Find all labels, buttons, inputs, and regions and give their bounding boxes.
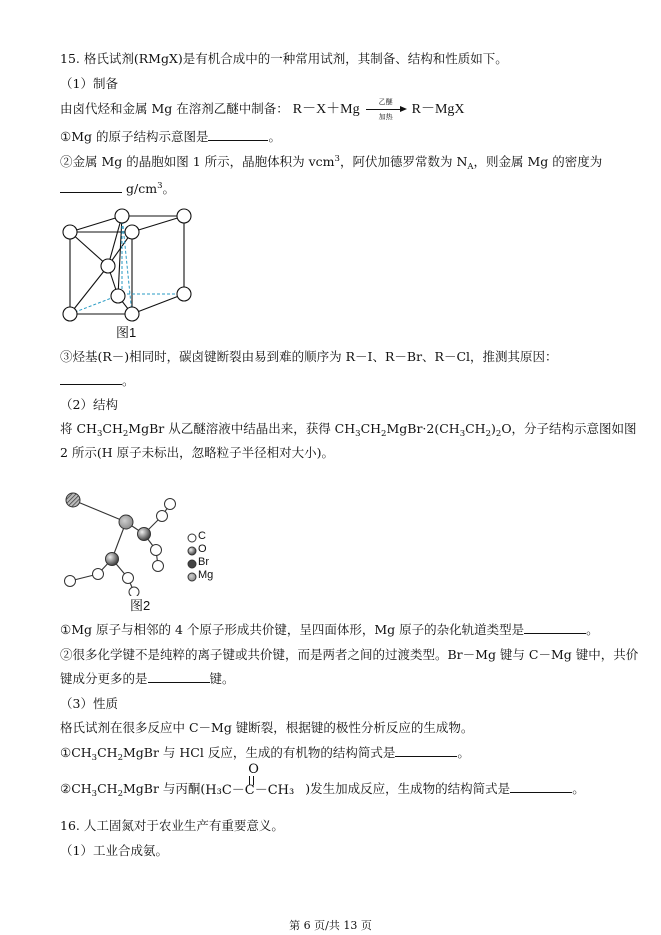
- q2-text-a: ②金属 Mg 的晶胞如图 1 所示，晶胞体积为 vcm: [60, 154, 335, 169]
- q2-line: [60, 153, 602, 171]
- struct-text: ): [491, 421, 496, 436]
- legend-mg: Mg: [198, 569, 214, 581]
- arrow-top-label: 乙醚: [378, 97, 393, 106]
- c-atom: [157, 511, 168, 522]
- o-atom: [106, 553, 119, 566]
- legend-br: Br: [198, 556, 209, 568]
- c-atom: [153, 561, 164, 572]
- q1-line: [60, 128, 281, 146]
- figure1-caption: 图1: [116, 325, 137, 340]
- acetone-oxygen: O: [248, 761, 259, 777]
- property-text: 格氏试剂在很多反应中 C－Mg 键断裂，根据键的极性分析反应的生成物。: [60, 720, 474, 735]
- legend-o: O: [198, 543, 207, 555]
- p1-line: [60, 744, 470, 762]
- q3-end: 。: [122, 373, 135, 388]
- sub: 3: [355, 429, 361, 439]
- p2-text: CH: [97, 781, 118, 796]
- p2-end: 。: [572, 781, 585, 796]
- q1-end: 。: [268, 129, 281, 144]
- p1-text: ①CH: [60, 745, 92, 760]
- atom: [63, 225, 77, 239]
- q16-part1: （1）工业合成氨。: [60, 843, 168, 858]
- answer-blank[interactable]: [60, 180, 122, 193]
- p1-text: MgBr 与 HCl 反应，生成的有机物的结构简式是: [122, 745, 396, 760]
- answer-blank[interactable]: [524, 621, 586, 634]
- struct-text: 将 CH: [60, 421, 97, 436]
- acetone-chain: H₃C－C－CH₃: [205, 782, 295, 798]
- q2-sup: 3: [334, 154, 340, 164]
- legend-c-icon: [188, 534, 196, 542]
- struct-text: CH: [102, 421, 123, 436]
- sub: 2: [485, 429, 491, 439]
- answer-blank[interactable]: [148, 670, 210, 683]
- p1-end: 。: [457, 745, 470, 760]
- atom: [63, 307, 77, 321]
- sub: 2: [117, 753, 123, 763]
- s2-end: 键。: [209, 671, 235, 686]
- struct-text: CH: [360, 421, 382, 436]
- atom: [115, 209, 129, 223]
- sub: 3: [91, 753, 98, 763]
- p2-text: )发生加成反应，生成物的结构简式是: [305, 781, 511, 796]
- struct-text: MgBr·2(CH: [386, 421, 460, 436]
- s2-line-2: [60, 670, 235, 688]
- c-atom: [165, 499, 176, 510]
- s2-line: ②很多化学键不是纯粹的离子键或共价键，而是两者之间的过渡类型。Br－Mg 键与 C－Mg 键中，共价: [60, 647, 639, 662]
- q15-intro: 15. 格氏试剂(RMgX)是有机合成中的一种常用试剂，其制备、结构和性质如下。: [60, 51, 508, 66]
- part2-title: （2）结构: [60, 397, 118, 412]
- sub: 3: [96, 429, 103, 439]
- s2-text: 键成分更多的是: [60, 671, 148, 686]
- p2-text: ②CH: [60, 781, 92, 796]
- s1-line: [60, 621, 599, 639]
- p1-text: CH: [97, 745, 118, 760]
- c-atom: [65, 576, 76, 587]
- atom: [125, 225, 139, 239]
- reaction-arrow: [364, 97, 408, 121]
- prep-right: R－MgX: [411, 102, 465, 117]
- c-atom: [129, 587, 139, 596]
- arrow-bottom-label: 加热: [378, 112, 393, 121]
- sub: 3: [459, 429, 466, 439]
- answer-blank[interactable]: [510, 780, 572, 793]
- s1-end: 。: [586, 622, 599, 637]
- atom: [111, 289, 125, 303]
- prep-left: R－X＋Mg: [292, 102, 360, 117]
- sub: 2: [122, 429, 129, 439]
- legend-o-icon: [188, 547, 196, 555]
- q1-text: ①Mg 的原子结构示意图是: [60, 129, 209, 144]
- c-atom: [151, 545, 162, 556]
- mg-atom: [119, 515, 133, 529]
- q2-answer-line: [60, 180, 175, 198]
- prep-text: 由卤代烃和金属 Mg 在溶剂乙醚中制备：: [60, 101, 289, 116]
- q2-end: 。: [162, 181, 175, 196]
- sub: 2: [117, 789, 123, 799]
- q3-text: ③烃基(R－)相同时，碳卤键断裂由易到难的顺序为 R－I、R－Br、R－Cl，推测其原因：: [60, 349, 558, 364]
- arrow-head-icon: [400, 106, 407, 112]
- sub: 2: [495, 429, 502, 439]
- br-atom: [66, 493, 80, 507]
- s1-text: ①Mg 原子与相邻的 4 个原子形成共价键，呈四面体形，Mg 原子的杂化轨道类型是: [60, 622, 525, 637]
- q3-answer-line: [60, 372, 135, 390]
- figure2-caption: 图2: [130, 598, 151, 613]
- sub: 2: [381, 429, 387, 439]
- q2-text-c: ，则金属 Mg 的密度为: [473, 154, 603, 169]
- atom: [177, 209, 191, 223]
- struct-text: CH: [465, 421, 486, 436]
- struct-text: O，分子结构示意图如图: [501, 421, 637, 436]
- p2-text: MgBr 与丙酮(: [122, 781, 206, 796]
- answer-blank[interactable]: [395, 744, 457, 757]
- legend: [198, 530, 213, 582]
- structure-line-2: 2 所示(H 原子未标出，忽略粒子半径相对大小)。: [60, 445, 335, 460]
- p2-line: [60, 761, 585, 807]
- q16-title: 16. 人工固氮对于农业生产有重要意义。: [60, 818, 284, 833]
- answer-blank[interactable]: [208, 128, 268, 141]
- page-footer: 第 6 页/共 13 页: [289, 919, 372, 932]
- struct-text: MgBr 从乙醚溶液中结晶出来，获得 CH: [128, 421, 356, 436]
- acetone-structure: [205, 761, 305, 807]
- legend-br-icon: [188, 560, 196, 568]
- answer-blank[interactable]: [60, 372, 122, 385]
- legend-mg-icon: [188, 573, 196, 581]
- part1-title: （1）制备: [60, 76, 118, 91]
- c-atom: [123, 573, 134, 584]
- q2-unit: g/cm: [125, 181, 158, 196]
- atom: [101, 259, 115, 273]
- c-atom: [93, 569, 104, 580]
- part3-title: （3）性质: [60, 696, 118, 711]
- legend-c: C: [198, 530, 206, 542]
- preparation-line: [60, 97, 465, 121]
- q2-sub: A: [467, 162, 474, 172]
- sub: 3: [91, 789, 98, 799]
- atom: [125, 307, 139, 321]
- q2-unit-sup: 3: [157, 181, 163, 191]
- o-atom: [138, 528, 151, 541]
- structure-line: [60, 420, 637, 438]
- arrow-shaft: [366, 109, 402, 110]
- atom: [177, 287, 191, 301]
- q2-text-b: ，阿伏加德罗常数为 N: [339, 154, 468, 169]
